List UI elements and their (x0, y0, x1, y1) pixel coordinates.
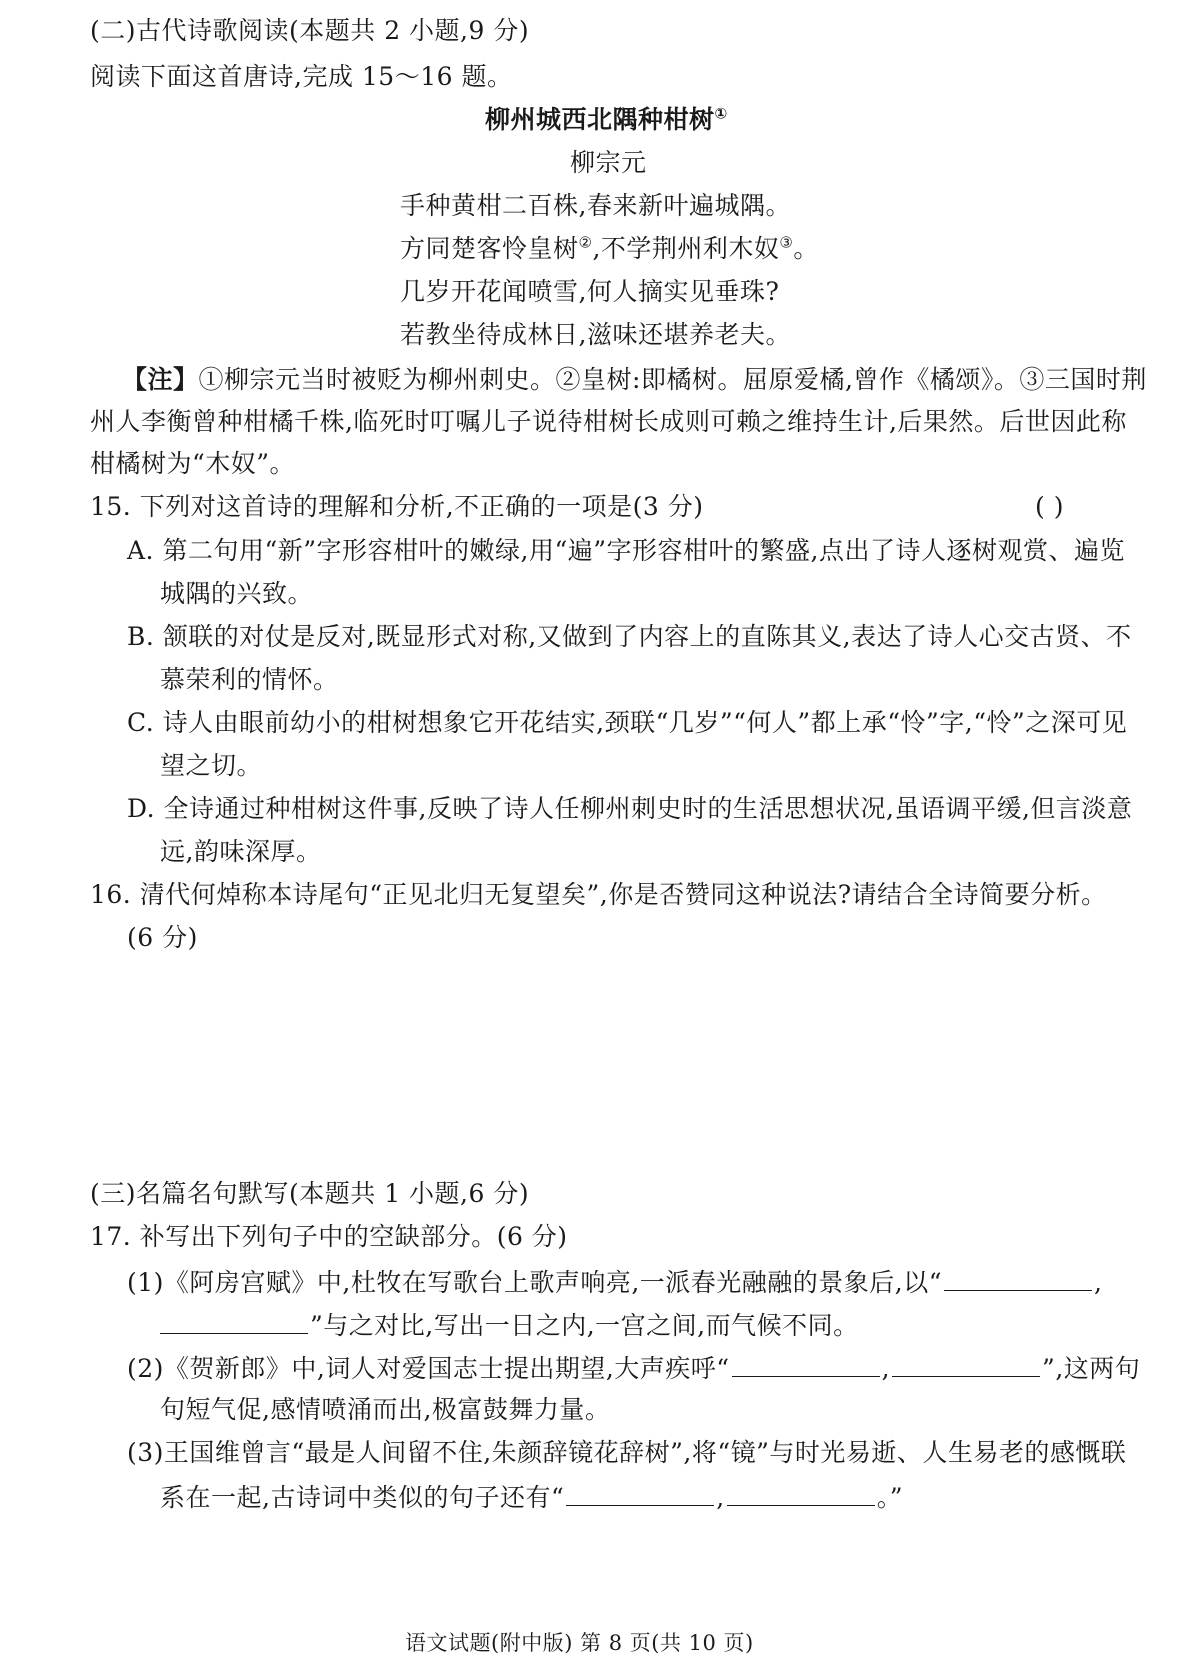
notes-label: 【注】 (122, 365, 199, 394)
page-footer: 语文试题(附中版) 第 8 页(共 10 页) (405, 1631, 754, 1655)
notes-line-1: 【注】①柳宗元当时被贬为柳州刺史。②皇树:即橘树。屈原爱橘,曾作《橘颂》。③三国时荆 (122, 365, 1147, 394)
poem-line-4: 若教坐待成林日,滋味还堪养老夫。 (400, 320, 791, 349)
q15-option-d-cont: 远,韵味深厚。 (160, 837, 322, 866)
q15-option-c: C. 诗人由眼前幼小的柑树想象它开花结实,颈联“几岁”“何人”都上承“怜”字,“怜”之深可见 (127, 708, 1128, 737)
fill-blank[interactable] (732, 1350, 880, 1377)
poem-line-2: 方同楚客怜皇树②,不学荆州利木奴③。 (400, 233, 819, 263)
footnote-ref: ① (714, 104, 728, 123)
section-heading: (三)名篇名句默写(本题共 1 小题,6 分) (90, 1179, 530, 1208)
q17-part-1-cont: ”与之对比,写出一日之内,一宫之间,而气候不同。 (160, 1307, 859, 1343)
fill-blank[interactable] (160, 1307, 308, 1334)
q16-score: (6 分) (127, 923, 198, 952)
q15-option-b-cont: 慕荣利的情怀。 (160, 665, 339, 694)
fill-blank[interactable] (944, 1264, 1092, 1291)
poem-title (485, 103, 728, 137)
answer-bracket: ( ) (1035, 492, 1064, 521)
notes-line-3: 柑橘树为“木奴”。 (90, 449, 296, 478)
q16-stem: 16. 清代何焯称本诗尾句“正见北归无复望矣”,你是否赞同这种说法?请结合全诗简要分析。 (90, 880, 1107, 909)
q17-part-3: (3)王国维曾言“最是人间留不住,朱颜辞镜花辞树”,将“镜”与时光易逝、人生易老的感慨联 (127, 1438, 1127, 1467)
poem-line-1: 手种黄柑二百株,春来新叶遍城隅。 (400, 191, 791, 220)
instruction: 阅读下面这首唐诗,完成 15～16 题。 (90, 62, 513, 91)
q17-part-2: (2)《贺新郎》中,词人对爱国志士提出期望,大声疾呼“ , ”,这两句 (127, 1350, 1140, 1386)
section-heading: (二)古代诗歌阅读(本题共 2 小题,9 分) (90, 16, 530, 45)
q15-option-a: A. 第二句用“新”字形容柑叶的嫩绿,用“遍”字形容柑叶的繁盛,点出了诗人逐树观赏、遍览 (127, 536, 1125, 565)
poem-line-3: 几岁开花闻喷雪,何人摘实见垂珠? (400, 277, 780, 306)
q15-option-b: B. 颔联的对仗是反对,既显形式对称,又做到了内容上的直陈其义,表达了诗人心交古贤、不 (127, 622, 1132, 651)
q15-stem: 15. 下列对这首诗的理解和分析,不正确的一项是(3 分) (90, 492, 704, 521)
fill-blank[interactable] (566, 1479, 714, 1506)
q15-option-a-cont: 城隅的兴致。 (160, 579, 314, 608)
footnote-ref: ③ (779, 233, 794, 252)
q17-part-2-cont: 句短气促,感情喷涌而出,极富鼓舞力量。 (160, 1395, 611, 1424)
q17-part-1: (1)《阿房宫赋》中,杜牧在写歌台上歌声响亮,一派春光融融的景象后,以“ , (127, 1264, 1103, 1300)
poem-title-text: 柳州城西北隅种柑树 (485, 105, 715, 134)
answer-space[interactable] (90, 965, 1110, 1170)
poem-author: 柳宗元 (570, 148, 647, 177)
fill-blank[interactable] (727, 1479, 875, 1506)
q15-option-d: D. 全诗通过种柑树这件事,反映了诗人任柳州刺史时的生活思想状况,虽语调平缓,但言淡意 (127, 794, 1133, 823)
q15-option-c-cont: 望之切。 (160, 751, 263, 780)
footnote-ref: ② (578, 233, 593, 252)
q17-part-3-cont: 系在一起,古诗词中类似的句子还有“ , 。” (160, 1479, 903, 1515)
q17-stem: 17. 补写出下列句子中的空缺部分。(6 分) (90, 1222, 568, 1251)
notes-line-2: 州人李衡曾种柑橘千株,临死时叮嘱儿子说待柑树长成则可赖之维持生计,后果然。后世因此称 (90, 407, 1127, 436)
fill-blank[interactable] (892, 1350, 1040, 1377)
